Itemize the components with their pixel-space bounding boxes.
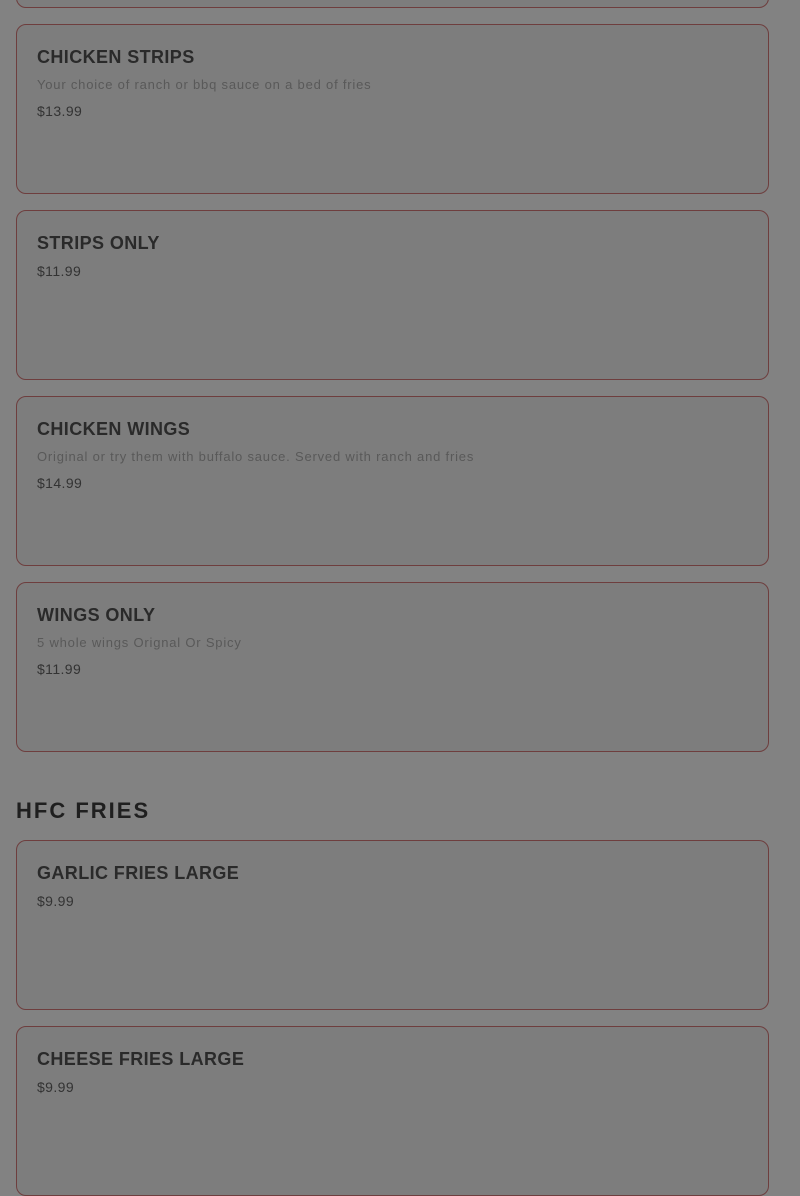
item-name: STRIPS ONLY: [37, 233, 160, 253]
menu-card-chicken-wings[interactable]: [16, 396, 769, 566]
item-price: $11.99: [37, 263, 82, 279]
menu-card-strips-only[interactable]: [16, 210, 769, 380]
section-heading-hfc-fries: HFC FRIES: [16, 798, 151, 823]
menu-card-cheese-fries-large[interactable]: [16, 1026, 769, 1196]
menu-card-chicken-strips[interactable]: [16, 24, 769, 194]
menu-section-chicken: [16, 24, 769, 752]
item-price: $9.99: [37, 893, 75, 909]
item-name: WINGS ONLY: [37, 605, 156, 625]
item-name: CHICKEN WINGS: [37, 419, 191, 439]
menu-section-hfc-fries: [16, 798, 769, 1196]
item-price: $11.99: [37, 661, 82, 677]
item-name: GARLIC FRIES LARGE: [37, 863, 240, 883]
item-name: CHICKEN STRIPS: [37, 47, 195, 67]
item-price: $14.99: [37, 475, 83, 491]
menu-card-partial[interactable]: [16, 0, 769, 8]
item-description: Your choice of ranch or bbq sauce on a bed of fries: [37, 77, 372, 92]
item-name: CHEESE FRIES LARGE: [37, 1049, 245, 1069]
item-price: $9.99: [37, 1079, 75, 1095]
item-description: 5 whole wings Orignal Or Spicy: [37, 635, 242, 650]
menu-card-garlic-fries-large[interactable]: [16, 840, 769, 1010]
item-description: Original or try them with buffalo sauce. Served with ranch and fries: [37, 449, 475, 464]
menu-card-wings-only[interactable]: [16, 582, 769, 752]
item-price: $13.99: [37, 103, 83, 119]
